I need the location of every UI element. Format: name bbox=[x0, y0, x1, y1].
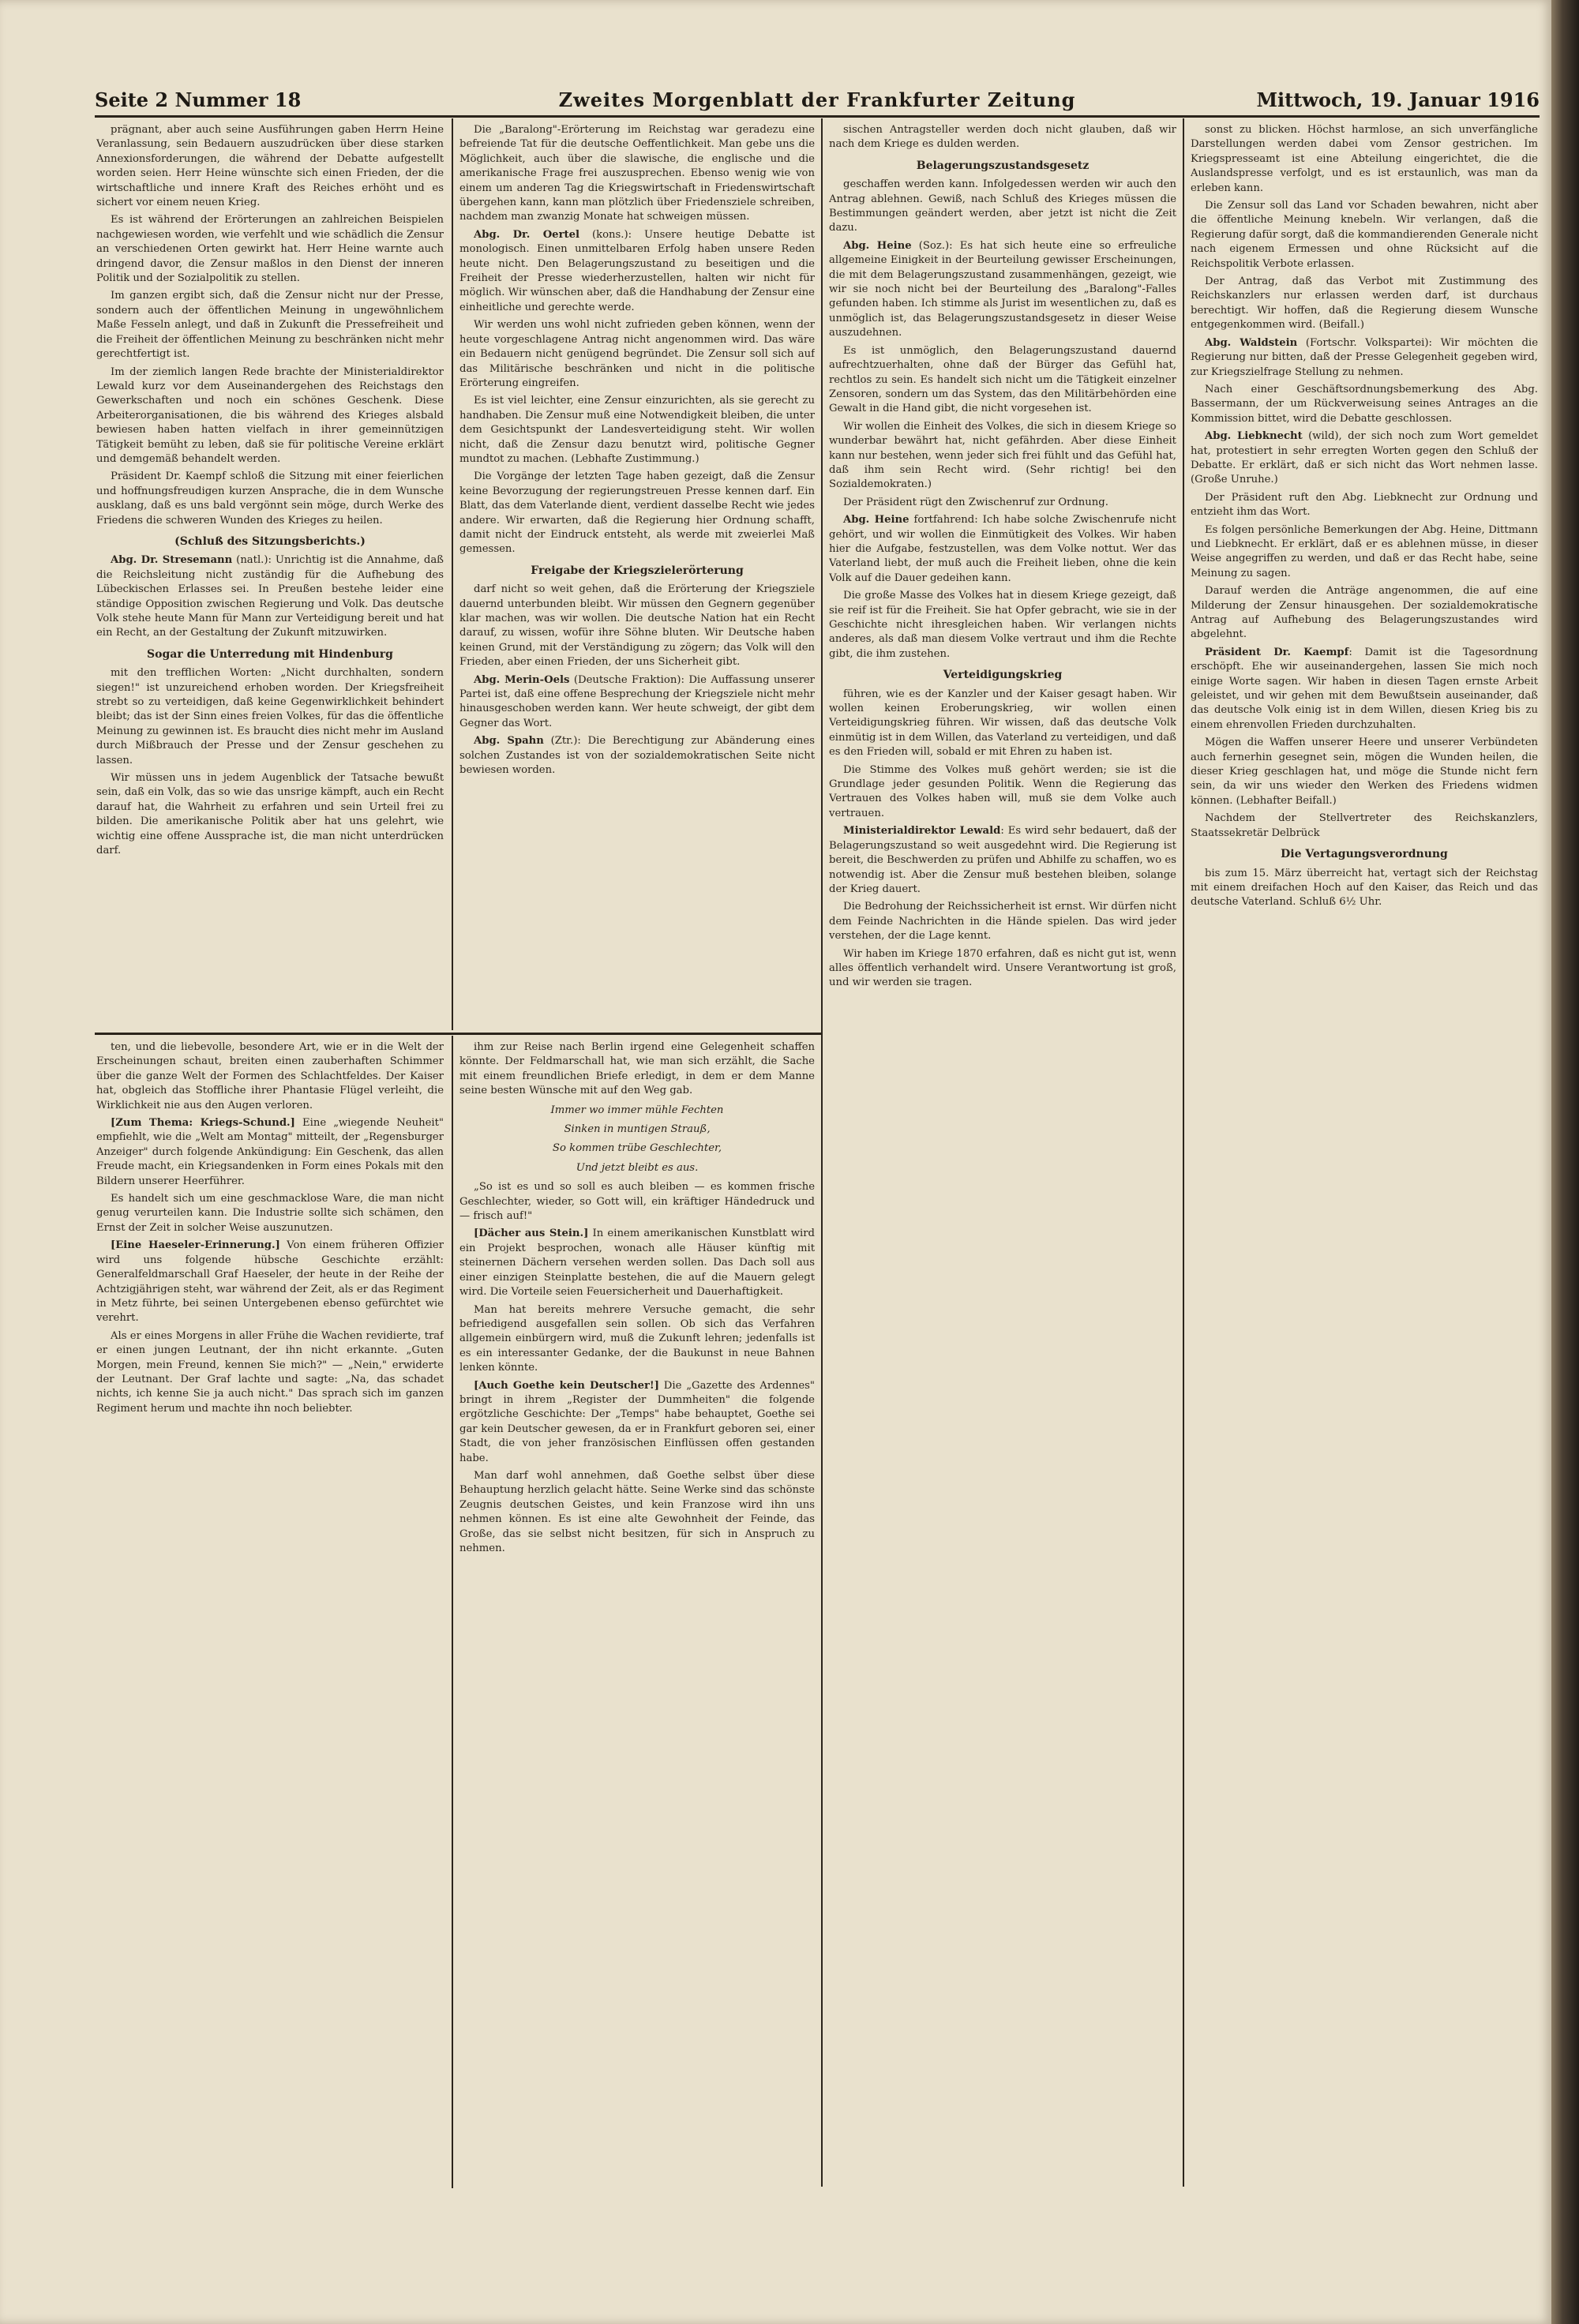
feuilleton-column: ihm zur Reise nach Berlin irgend eine Gelegenheit schaffen könnte. Der Feldmarschall hat, wie man sich erzählt, die Sache mit einem freundlichen Briefe erledigt, in dem er dem Manne seine besten Wünsche mit auf den Weg gab. Immer wo immer mühle Fechten Sinken in muntigen Strauß, So kommen trübe Geschlechter, Und jetzt bleibt es aus. „So ist es und so soll es auch bleiben — es kommen frische Geschlechter, wieder, so Gott will, ein kräftiger Händedruck und — frisch auf!" [Dächer aus Stein.] In einem amerikanischen Kunstblatt wird ein Projekt besprochen, wonach alle Häuser künftig mit steinernen Dächern versehen werden sollen. Das Dach soll aus einer einzigen Steinplatte bestehen, die auf die Mauern gelegt wird. Die Vorteile seien Feuersicherheit und Dauerhaftigkeit. Man hat bereits mehrere Versuche gemacht, die sehr befriedigend ausgefallen sein sollen. Ob sich das Verfahren allgemein einbürgern wird, muß die Zukunft lehren; jedenfalls ist es ein interessanter Gedanke, der die Baukunst in neue Bahnen lenken könnte. [Auch Goethe kein Deutscher!] Die „Gazette des Ardennes" bringt in ihrem „Register der Dummheiten" die folgende ergötzliche Geschichte: Der „Temps" habe behauptet, Goethe sei gar kein Deutscher gewesen, da er in Frankfurt geboren sei, einer Stadt, die von jeher französischen Einflüssen offen gestanden habe. Man darf wohl annehmen, daß Goethe selbst über diese Behauptung herzlich gelacht hätte. Seine Werke sind das schönste Zeugnis deutschen Geistes, und kein Franzose wird ihn uns nehmen können. Es ist eine alte Gewohnheit der Feinde, das Große, das sie selbst nicht besitzen, für sich in Anspruch zu nehmen. bbox=[459, 1041, 815, 1554]
column-divider bbox=[1183, 118, 1184, 2187]
section-heading: Freigabe der Kriegszielerörterung bbox=[531, 564, 744, 577]
article-column: sonst zu blicken. Höchst harmlose, an sich unverfängliche Darstellungen werden dabei vom Zensor gestrichen. Im Kriegspresseamt ist eine Abteilung eingerichtet, die die Auslandspresse verfolgt, und es ist erstaunlich, was man da erleben kann. Die Zensur soll das Land vor Schaden bewahren, nicht aber die öffentliche Meinung knebeln. Wir verlangen, daß die Regierung dafür sorgt, daß die kommandierenden Generale nicht nach eigenem Ermessen und ohne Rücksicht auf die Reichspolitik Verbote erlassen. Der Antrag, daß das Verbot mit Zustimmung des Reichskanzlers nur erlassen werden darf, ist durchaus berechtigt. Wir hoffen, daß die Regierung diesem Wunsche entgegenkommen wird. (Beifall.) Abg. Waldstein (Fortschr. Volkspartei): Wir möchten die Regierung nur bitten, daß der Presse Gelegenheit gegeben wird, zur Kriegszielfrage Stellung zu nehmen. Nach einer Geschäftsordnungsbemerkung des Abg. Bassermann, der um Rückverweisung seines Antrages an die Kommission bittet, wird die Debatte geschlossen. Abg. Liebknecht (wild), der sich noch zum Wort gemeldet hat, protestiert in sehr erregten Worten gegen den Schluß der Debatte. Er erklärt, daß er sich nicht das Wort nehmen lasse. (Große Unruhe.) Der Präsident ruft den Abg. Liebknecht zur Ordnung und entzieht ihm das Wort. Es folgen persönliche Bemerkungen der Abg. Heine, Dittmann und Liebknecht. Er erklärt, daß er es ablehnen müsse, in dieser Weise angegriffen zu werden, und daß er das Recht habe, seine Meinung zu sagen. Darauf werden die Anträge angenommen, die auf eine Milderung der Zensur hinausgehen. Der sozialdemokratische Antrag auf Aufhebung des Belagerungszustandes wird abgelehnt. Präsident Dr. Kaempf: Damit ist die Tagesordnung erschöpft. Ehe wir auseinandergehen, lassen Sie mich noch einige Worte sagen. Wir haben in diesen Tagen ernste Arbeit geleistet, und wir gehen mit dem Bewußtsein auseinander, daß das deutsche Volk einig ist in dem Willen, diesen Krieg bis zu einem ehrenvollen Frieden durchzuhalten. Mögen die Waffen unserer Heere und unserer Verbündeten auch fernerhin gesegnet sein, mögen die Wunden heilen, die dieser Krieg geschlagen hat, und möge die Stunde nicht fern sein, da wir uns wieder den Werken des Friedens widmen können. (Lebhafter Beifall.) Nachdem der Stellvertreter des Reichskanzlers, Staatssekretär Delbrück Die Vertagungsverordnung bis zum 15. März überreicht hat, vertagt sich der Reichstag mit einem dreifachen Hoch auf den Kaiser, das Reich und das deutsche Vaterland. Schluß 6½ Uhr. bbox=[1191, 124, 1538, 909]
poem-line: So kommen trübe Geschlechter, bbox=[552, 1142, 722, 1155]
poem-line: Und jetzt bleibt es aus. bbox=[576, 1161, 699, 1174]
section-heading: Belagerungszustandsgesetz bbox=[916, 159, 1090, 172]
feuilleton-title: [Auch Goethe kein Deutscher!] bbox=[474, 1379, 659, 1392]
section-heading: Die Vertagungsverordnung bbox=[1281, 848, 1448, 861]
feuilleton-title: [Dächer aus Stein.] bbox=[474, 1228, 589, 1240]
page-number: Seite 2 Nummer 18 bbox=[95, 88, 302, 111]
feuilleton-title: [Eine Haeseler-Erinnerung.] bbox=[111, 1239, 280, 1252]
column-divider bbox=[452, 1036, 453, 2188]
feuilleton-title: [Zum Thema: Kriegs-Schund.] bbox=[111, 1117, 295, 1130]
poem-line: Sinken in muntigen Strauß, bbox=[564, 1123, 711, 1136]
article-column: sischen Antragsteller werden doch nicht glauben, daß wir nach dem Kriege es dulden werden. Belagerungszustandsgesetz geschaffen werden kann. Infolgedessen werden wir auch den Antrag ablehnen. Gewiß, nach Schluß des Krieges müssen die Bestimmungen geändert werden, aber jetzt ist nicht die Zeit dazu. Abg. Heine (Soz.): Es hat sich heute eine so erfreuliche allgemeine Einigkeit in der Beurteilung gewisser Erscheinungen, die mit dem Belagerungszustand zusammenhängen, gezeigt, wie wir sie noch nicht bei der Beurteilung des „Baralong"-Falles gefunden haben. Ich stimme als Jurist im wesentlichen zu, daß es unmöglich ist, das Belagerungszustandsgesetz in dieser Weise auszudehnen. Es ist unmöglich, den Belagerungszustand dauernd aufrechtzuerhalten, ohne daß der Bürger das Gefühl hat, rechtlos zu sein. Es handelt sich nicht um die Tätigkeit einzelner Zensoren, sondern um das System, das den Militärbehörden eine Gewalt in die Hand gibt, die nicht vorgesehen ist. Wir wollen die Einheit des Volkes, die sich in diesem Kriege so wunderbar bewährt hat, nicht gefährden. Aber diese Einheit kann nur bestehen, wenn jeder sich frei fühlt und das Gefühl hat, daß ihm sein Recht wird. (Sehr richtig! bei den Sozialdemokraten.) Der Präsident rügt den Zwischenruf zur Ordnung. Abg. Heine fortfahrend: Ich habe solche Zwischenrufe nicht gehört, und wir wollen die Einmütigkeit des Volkes. Wir haben hier die Aufgabe, festzustellen, was dem Volke nottut. Wer das Vaterland liebt, der muß auch die Freiheit lieben, ohne die kein Volk auf die Dauer gedeihen kann. Die große Masse des Volkes hat in diesem Kriege gezeigt, daß sie reif ist für die Freiheit. Sie hat Opfer gebracht, wie sie in der Geschichte nicht ihresgleichen haben. Wir verlangen nichts anderes, als daß man diesem Volke vertraut und ihm die Rechte gibt, die ihm zustehen. Verteidigungskrieg führen, wie es der Kanzler und der Kaiser gesagt haben. Wir wollen keinen Eroberungskrieg, wir wollen einen Verteidigungskrieg führen. Wir wissen, daß das deutsche Volk einmütig ist in dem Willen, das Vaterland zu verteidigen, und daß es den Frieden will, sobald er mit Ehren zu haben ist. Die Stimme des Volkes muß gehört werden; sie ist die Grundlage jeder gesunden Politik. Wenn die Regierung das Vertrauen des Volkes haben will, muß sie dem Volke auch vertrauen. Ministerialdirektor Lewald: Es wird sehr bedauert, daß der Belagerungszustand so weit ausgedehnt wird. Die Regierung ist bereit, die Beschwerden zu prüfen und Abhilfe zu schaffen, wo es notwendig ist. Aber die Zensur muß bestehen bleiben, solange der Krieg dauert. Die Bedrohung der Reichssicherheit ist ernst. Wir dürfen nicht dem Feinde Nachrichten in die Hände spielen. Das wird jeder verstehen, der die Lage kennt. Wir haben im Kriege 1870 erfahren, daß es nicht gut ist, wenn alles öffentlich verhandelt wird. Unsere Verantwortung ist groß, und wir werden sie tragen. bbox=[829, 124, 1176, 989]
masthead bbox=[95, 82, 1540, 114]
feuilleton-rule bbox=[95, 1033, 821, 1035]
poem-line: Immer wo immer mühle Fechten bbox=[550, 1104, 724, 1116]
article-column: Die „Baralong"-Erörterung im Reichstag war geradezu eine befreiende Tat für die deutsche Oeffentlichkeit. Man gebe uns die Möglichkeit, auch über die slawische, die englische und die amerikanische Frage frei auszusprechen. Ebenso wenig wie von einem um anderen Tag die Kriegswirtschaft in Friedenswirtschaft übergehen kann, kann man plötzlich über Friedensziele schreiben, nachdem man zwanzig Monate hat schweigen müssen. Abg. Dr. Oertel (kons.): Unsere heutige Debatte ist monologisch. Einen unmittelbaren Erfolg haben unsere Reden heute nicht. Den Belagerungszustand zu beseitigen und die Freiheit der Presse wiederherzustellen, halten wir nicht für möglich. Wir wünschen aber, daß die Handhabung der Zensur eine einheitliche und gerechte werde. Wir werden uns wohl nicht zufrieden geben können, wenn der heute vorgeschlagene Antrag nicht angenommen wird. Das wäre ein Bedauern nicht genügend begründet. Die Zensur soll sich auf das Militärische beschränken und nicht in die politische Erörterung eingreifen. Es ist viel leichter, eine Zensur einzurichten, als sie gerecht zu handhaben. Die Zensur muß eine Notwendigkeit bleiben, die unter dem Gesichtspunkt der Landesverteidigung steht. Wir wollen nicht, daß die Zensur dazu benutzt wird, politische Gegner mundtot zu machen. (Lebhafte Zustimmung.) Die Vorgänge der letzten Tage haben gezeigt, daß die Zensur keine Bevorzugung der regierungstreuen Presse kennen darf. Ein Blatt, das dem Vaterlande dient, verdient dasselbe Recht wie jedes andere. Wir erwarten, daß die Regierung hier Ordnung schafft, damit nicht der Eindruck entsteht, als werde mit zweierlei Maß gemessen. Freigabe der Kriegszielerörterung darf nicht so weit gehen, daß die Erörterung der Kriegsziele dauernd unterbunden bleibt. Wir müssen den Gegnern gegenüber klar machen, was wir wollen. Die deutsche Nation hat ein Recht darauf, zu wissen, wofür ihre Söhne bluten. Wir Deutsche haben keinen Grund, mit der Verständigung zu zögern; das Volk will den Frieden, aber einen Frieden, der uns Sicherheit gibt. Abg. Merin-Oels (Deutsche Fraktion): Die Auffassung unserer Partei ist, daß eine offene Besprechung der Kriegsziele nicht mehr hinausgeschoben werden kann. Wer heute schweigt, der gibt dem Gegner das Wort. Abg. Spahn (Ztr.): Die Berechtigung zur Abänderung eines solchen Zustandes ist von der sozialdemokratischen Seite nicht bewiesen worden. bbox=[459, 124, 815, 777]
masthead-rule bbox=[95, 115, 1540, 118]
column-divider bbox=[821, 118, 823, 2187]
section-heading: (Schluß des Sitzungsberichts.) bbox=[174, 534, 366, 548]
feuilleton-column: ten, und die liebevolle, besondere Art, wie er in die Welt der Erscheinungen schaut, breiten einen zauberhaften Schimmer über die ganze Welt der Formen des Schlachtfeldes. Der Kaiser hat, obgleich das Stoffliche ihrer Phantasie Flügel verleiht, die Wirklichkeit nie aus den Augen verloren. [Zum Thema: Kriegs-Schund.] Eine „wiegende Neuheit" empfiehlt, wie die „Welt am Montag" mitteilt, der „Regensburger Anzeiger" durch folgende Ankündigung: Ein Geschenk, das allen Freude macht, ein Kriegsandenken in Form eines Pokals mit den Bildern unserer Heerführer. Es handelt sich um eine geschmacklose Ware, die man nicht genug verurteilen kann. Die Industrie sollte sich schämen, den Ernst der Zeit in solcher Weise auszunutzen. [Eine Haeseler-Erinnerung.] Von einem früheren Offizier wird uns folgende hübsche Geschichte erzählt: Generalfeldmarschall Graf Haeseler, der heute in der Reihe der Achtzigjährigen steht, war während der Zeit, als er das Regiment in Metz führte, bei seinen Untergebenen ebenso gefürchtet wie verehrt. Als er eines Morgens in aller Frühe die Wachen revidierte, traf er einen jungen Leutnant, der ihn nicht erkannte. „Guten Morgen, mein Freund, kennen Sie mich?" — „Nein," erwiderte der Leutnant. Der Graf lachte und sagte: „Na, das schadet nichts, ich kenne Sie ja auch nicht." Das sprach sich im ganzen Regiment herum und machte ihn noch beliebter. bbox=[96, 1041, 444, 1415]
column-divider bbox=[452, 118, 453, 1030]
section-heading: Verteidigungskrieg bbox=[943, 669, 1063, 682]
section-heading: Sogar die Unterredung mit Hindenburg bbox=[147, 647, 393, 661]
issue-date: Mittwoch, 19. Januar 1916 bbox=[1256, 88, 1540, 111]
book-binding-edge bbox=[1551, 0, 1579, 2324]
article-column: prägnant, aber auch seine Ausführungen gaben Herrn Heine Veranlassung, sein Bedauern auszudrücken über diese starken Annexionsforderungen, die während der Debatte aufgestellt worden seien. Herr Heine wünschte sich einen Frieden, der die wirtschaftliche und innere Kraft des Reiches erhöht und es sichert vor einem neuen Krieg. Es ist während der Erörterungen an zahlreichen Beispielen nachgewiesen worden, wie verfehlt und wie schädlich die Zensur an verschiedenen Orten gewirkt hat. Herr Heine warnte auch dringend davor, die Zensur maßlos in den Dienst der inneren Politik und der Sozialpolitik zu stellen. Im ganzen ergibt sich, daß die Zensur nicht nur der Presse, sondern auch der öffentlichen Meinung in ungewöhnlichem Maße Fesseln anlegt, und daß in Zukunft die Pressefreiheit und die Freiheit der öffentlichen Meinung zu beschränken nicht mehr gerechtfertigt ist. Im der ziemlich langen Rede brachte der Ministerialdirektor Lewald kurz vor dem Auseinandergehen des Reichstags den Gewerkschaften und noch ein schönes Geschenk. Diese Arbeiterorganisationen, die bis während des Krieges alsbald bewiesen haben hatten vielfach in ihrer gemeinnützigen Tätigkeit bemüht zu leben, daß sie für politische Vereine erklärt und demgemäß behandelt werden. Präsident Dr. Kaempf schloß die Sitzung mit einer feierlichen und hoffnungsfreudigen kurzen Ansprache, die in dem Wunsche ausklang, daß es uns bald vergönnt sein möge, durch Werke des Friedens die schweren Wunden des Krieges zu heilen. (Schluß des Sitzungsberichts.) Abg. Dr. Stresemann (natl.): Unrichtig ist die Annahme, daß die Reichsleitung nicht zuständig für die Aufhebung des Lübeckischen Erlasses sei. In Preußen bestehe leider eine ständige Opposition zwischen Regierung und Volk. Das deutsche Volk stehe heute Mann für Mann zur Verteidigung bereit und hat ein Recht, an der Gestaltung der Zukunft mitzuwirken. Sogar die Unterredung mit Hindenburg mit den trefflichen Worten: „Nicht durchhalten, sondern siegen!" ist unzureichend erhoben worden. Der Kriegsfreiheit strebt so zu verteidigen, daß keine Gegenwirklichkeit behindert bleibt; das ist der Sinn eines freien Volkes, für das die öffentliche Meinung zu gewinnen ist. Es braucht dies nicht mehr im Ausland durch Mißbrauch der Presse und der Zensur geschehen zu lassen. Wir müssen uns in jedem Augenblick der Tatsache bewußt sein, daß ein Volk, das so wie das unsrige kämpft, auch ein Recht darauf hat, die Wahrheit zu erfahren und sein Urteil frei zu bilden. Die amerikanische Politik aber hat uns gelehrt, wie wichtig eine offene Aussprache ist, die man nicht unterdrücken darf. bbox=[96, 124, 444, 857]
newspaper-title: Zweites Morgenblatt der Frankfurter Zeitung bbox=[558, 88, 1076, 111]
